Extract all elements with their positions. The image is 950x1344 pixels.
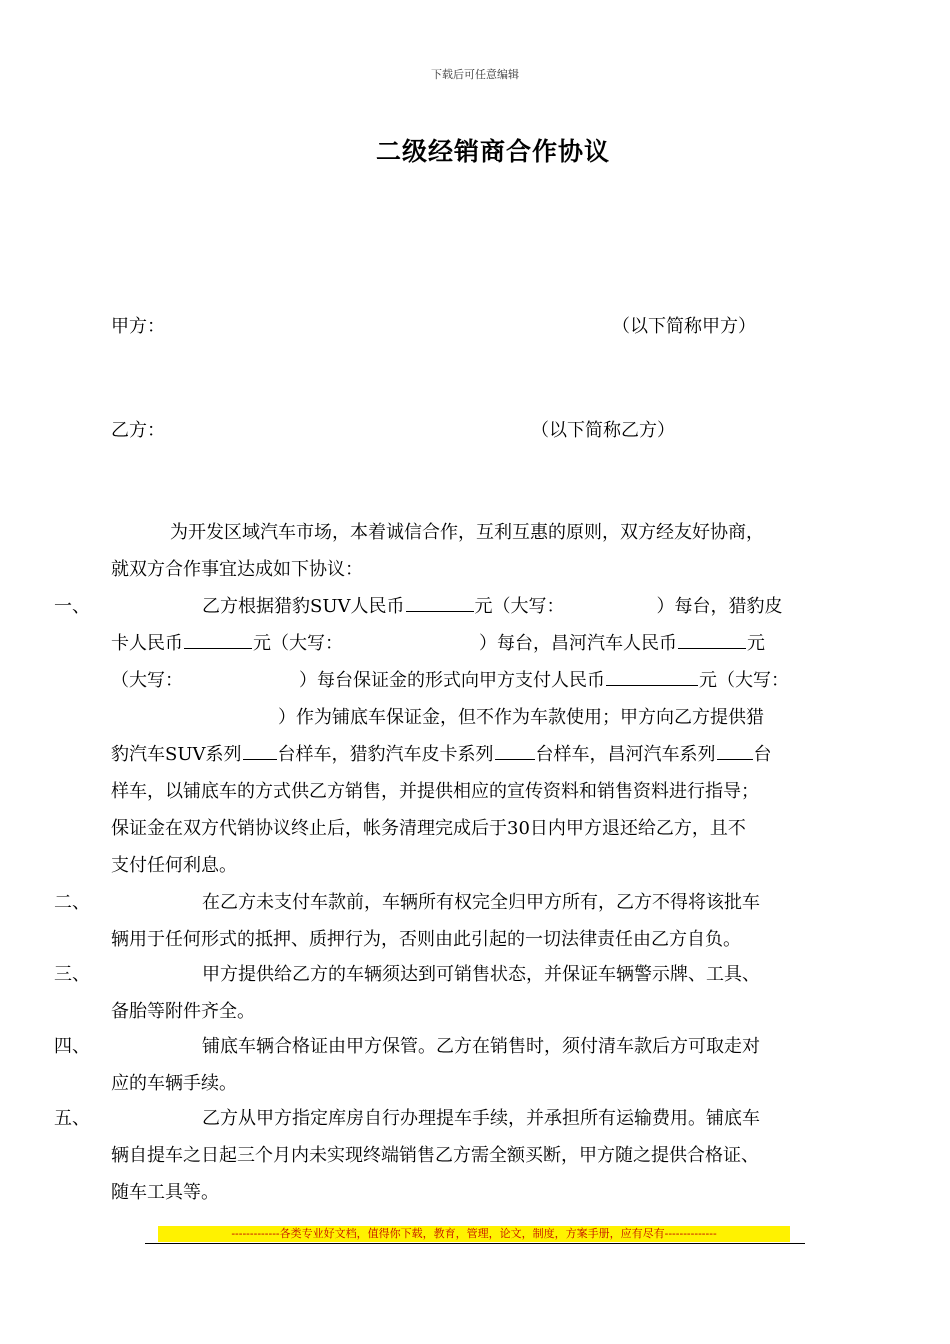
clause-5-line-3: 随车工具等。 — [111, 1182, 219, 1203]
clause-1-line-4: ）作为铺底车保证金，但不作为车款使用；甲方向乙方提供猎 — [278, 707, 764, 728]
blank-field — [495, 739, 535, 760]
footer-banner: -------------各类专业好文档，值得你下载，教育，管理，论文，制度，方案手册，应有尽有-------------- — [158, 1226, 790, 1242]
clause-4-line-1: 铺底车辆合格证由甲方保管。乙方在销售时，须付清车款后方可取走对 — [202, 1036, 760, 1057]
clause-1-text: 台 — [753, 744, 772, 765]
clause-4-line-2: 应的车辆手续。 — [111, 1073, 237, 1094]
clause-1-number: 一、 — [54, 596, 90, 617]
document-title: 二级经销商合作协议 — [375, 137, 610, 166]
intro-line-2: 就双方合作事宜达成如下协议： — [111, 559, 363, 580]
clause-1-text: 台样车，猎豹汽车皮卡系列 — [277, 744, 494, 765]
clause-1-line-1 — [202, 588, 783, 625]
clause-2-line-2: 辆用于任何形式的抵押、质押行为，否则由此引起的一切法律责任由乙方自负。 — [111, 929, 741, 950]
party-a-label: 甲方： — [111, 316, 165, 337]
clause-3-line-2: 备胎等附件齐全。 — [111, 1001, 255, 1022]
blank-field — [717, 739, 753, 760]
blank-field — [243, 739, 277, 760]
clause-1-text: 卡人民币 — [111, 633, 183, 654]
clause-1-line-6: 样车，以铺底车的方式供乙方销售，并提供相应的宣传资料和销售资料进行指导； — [111, 781, 759, 802]
clause-1-text: ）每台，猎豹皮 — [656, 596, 783, 617]
clause-3-line-1: 甲方提供给乙方的车辆须达到可销售状态，并保证车辆警示牌、工具、 — [202, 964, 760, 985]
header-note: 下载后可任意编辑 — [431, 68, 519, 81]
clause-3-number: 三、 — [54, 964, 90, 985]
blank-field — [406, 591, 474, 612]
footer-divider — [145, 1243, 805, 1244]
party-a-suffix: （以下简称甲方） — [612, 316, 756, 337]
clause-1-text: 元 — [747, 633, 765, 654]
clause-1-line-2 — [111, 625, 765, 662]
clause-1-text: 乙方根据猎豹SUV人民币 — [202, 596, 405, 617]
clause-1-text: ）每台保证金的形式向甲方支付人民币 — [299, 670, 605, 691]
blank-field — [184, 628, 252, 649]
clause-5-line-2: 辆自提车之日起三个月内未实现终端销售乙方需全额买断，甲方随之提供合格证、 — [111, 1145, 759, 1166]
clause-1-line-3 — [111, 662, 789, 699]
clause-2-line-1: 在乙方未支付车款前，车辆所有权完全归甲方所有，乙方不得将该批车 — [202, 892, 760, 913]
clause-4-number: 四、 — [54, 1036, 90, 1057]
clause-1-text: 豹汽车SUV系列 — [111, 744, 242, 765]
party-b-suffix: （以下简称乙方） — [531, 420, 675, 441]
intro-line-1: 为开发区域汽车市场，本着诚信合作，互利互惠的原则，双方经友好协商， — [170, 522, 764, 543]
clause-1-text: 元（大写： — [474, 596, 565, 617]
clause-1-text: 台样车，昌河汽车系列 — [535, 744, 716, 765]
clause-1-text: 元（大写： — [699, 670, 789, 691]
clause-5-number: 五、 — [54, 1108, 90, 1129]
blank-field — [678, 628, 746, 649]
clause-1-text: 元（大写： — [253, 633, 343, 654]
party-b-label: 乙方： — [111, 420, 165, 441]
clause-1-text: ）每台，昌河汽车人民币 — [479, 633, 677, 654]
clause-1-text: （大写： — [111, 670, 183, 691]
clause-5-line-1: 乙方从甲方指定库房自行办理提车手续，并承担所有运输费用。铺底车 — [202, 1108, 760, 1129]
blank-field — [606, 665, 698, 686]
clause-2-number: 二、 — [54, 892, 90, 913]
clause-1-line-5 — [111, 736, 772, 773]
clause-1-line-8: 支付任何利息。 — [111, 855, 237, 876]
clause-1-line-7: 保证金在双方代销协议终止后，帐务清理完成后于30日内甲方退还给乙方，且不 — [111, 818, 746, 839]
